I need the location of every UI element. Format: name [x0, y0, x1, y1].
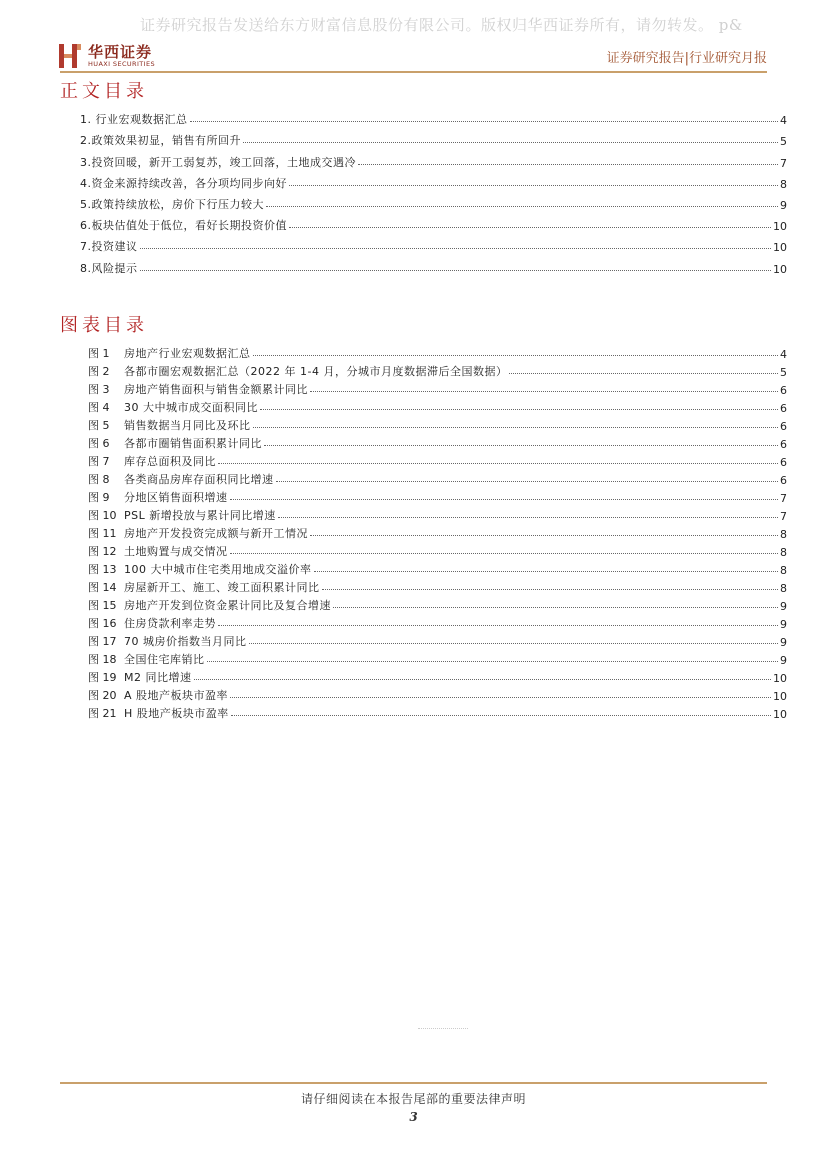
figure-entry-label: 图 3: [88, 383, 110, 396]
toc-entry-title: 6.板块估值处于低位，看好长期投资价值: [80, 219, 287, 233]
dot-leader: [314, 571, 779, 572]
toc-entry-title: 7.投资建议: [80, 240, 138, 254]
figure-entry-label: 图 14: [88, 581, 117, 594]
toc-entry[interactable]: [80, 191, 787, 212]
toc-entry[interactable]: [80, 127, 787, 148]
figure-entry-title: 分地区销售面积增速: [124, 491, 228, 504]
figure-entry-label: 图 8: [88, 473, 110, 486]
figure-entry-label: 图 2: [88, 365, 110, 378]
figure-entry-title: H 股地产板块市盈率: [124, 707, 229, 720]
figure-entry[interactable]: [88, 469, 787, 487]
dot-leader: [218, 625, 778, 626]
toc-entry-page: 7: [780, 156, 787, 170]
figure-list-title: 图表目录: [60, 315, 148, 336]
dot-leader: [140, 270, 772, 271]
figure-entry-page: 7: [780, 510, 787, 523]
figure-entry[interactable]: [88, 577, 787, 595]
figure-entry[interactable]: [88, 379, 787, 397]
dot-leader: [230, 499, 779, 500]
figure-entry[interactable]: [88, 487, 787, 505]
figure-entry-label: 图 10: [88, 509, 117, 522]
figure-entry[interactable]: [88, 505, 787, 523]
toc-entry-page: 8: [780, 177, 787, 191]
table-of-contents: [80, 106, 787, 276]
figure-entry-page: 6: [780, 438, 787, 451]
figure-entry-page: 9: [780, 618, 787, 631]
toc-entry-page: 10: [773, 241, 787, 255]
dot-leader: [194, 679, 772, 680]
legal-notice: 请仔细阅读在本报告尾部的重要法律声明: [300, 1092, 526, 1106]
dot-leader: [231, 715, 771, 716]
figure-entry[interactable]: [88, 343, 787, 361]
toc-entry[interactable]: [80, 212, 787, 233]
figure-entry-label: 图 18: [88, 653, 117, 666]
toc-entry-title: 3.投资回暖，新开工弱复苏，竣工回落，土地成交遇冷: [80, 155, 356, 169]
figure-entry[interactable]: [88, 703, 787, 721]
dot-leader: [249, 643, 779, 644]
figure-entry-page: 8: [780, 546, 787, 559]
figure-entry[interactable]: [88, 649, 787, 667]
figure-entry[interactable]: [88, 631, 787, 649]
figure-entry-label: 图 5: [88, 419, 110, 432]
figure-entry-page: 8: [780, 582, 787, 595]
figure-entry-title: 30 大中城市成交面积同比: [124, 401, 258, 414]
dot-leader: [264, 445, 778, 446]
figure-entry[interactable]: [88, 433, 787, 451]
figure-entry-title: PSL 新增投放与累计同比增速: [124, 509, 276, 522]
logo-mark-icon: [58, 42, 82, 70]
figure-entry-label: 图 15: [88, 599, 117, 612]
dot-leader: [310, 535, 778, 536]
figure-entry-page: 10: [773, 708, 787, 721]
figure-entry-page: 8: [780, 528, 787, 541]
toc-entry-title: 8.风险提示: [80, 261, 138, 275]
figure-entry-page: 9: [780, 636, 787, 649]
figure-entry[interactable]: [88, 415, 787, 433]
figure-entry-label: 图 13: [88, 563, 117, 576]
figure-entry-label: 图 1: [88, 347, 110, 360]
figure-entry-page: 8: [780, 564, 787, 577]
toc-entry-title: 4.资金来源持续改善，各分项均同步向好: [80, 176, 287, 190]
toc-entry-title: 2.政策效果初显，销售有所回升: [80, 134, 241, 148]
figure-entry-title: 各都市圈销售面积累计同比: [124, 437, 262, 450]
figure-entry[interactable]: [88, 451, 787, 469]
toc-entry[interactable]: [80, 233, 787, 254]
header-rule: [60, 71, 767, 73]
toc-entry[interactable]: [80, 106, 787, 127]
figure-entry-label: 图 6: [88, 437, 110, 450]
dot-leader: [230, 553, 779, 554]
dot-leader: [289, 227, 771, 228]
figure-entry-label: 图 12: [88, 545, 117, 558]
figure-entry-title: 房地产销售面积与销售金额累计同比: [124, 383, 308, 396]
dot-leader: [278, 517, 778, 518]
figure-entry-label: 图 20: [88, 689, 117, 702]
figure-entry-page: 10: [773, 690, 787, 703]
dot-leader: [509, 373, 778, 374]
figure-entry-page: 9: [780, 654, 787, 667]
report-type: 证券研究报告|行业研究月报: [606, 51, 767, 66]
toc-entry-title: 5.政策持续放松，房价下行压力较大: [80, 197, 264, 211]
figure-entry-label: 图 11: [88, 527, 117, 540]
toc-entry-page: 5: [780, 135, 787, 149]
figure-entry-label: 图 21: [88, 707, 117, 720]
footer-rule: [60, 1082, 767, 1084]
figure-entry-page: 5: [780, 366, 787, 379]
figure-entry-page: 4: [780, 348, 787, 361]
dot-leader: [253, 355, 779, 356]
figure-entry[interactable]: [88, 595, 787, 613]
figure-entry-label: 图 19: [88, 671, 117, 684]
figure-list: [88, 343, 787, 721]
dot-leader: [260, 409, 778, 410]
dot-leader: [140, 248, 772, 249]
toc-title: 正文目录: [60, 81, 148, 102]
figure-entry-title: 库存总面积及同比: [124, 455, 216, 468]
dot-leader: [358, 164, 778, 165]
figure-entry-title: 销售数据当月同比及环比: [124, 419, 251, 432]
figure-entry-label: 图 4: [88, 401, 110, 414]
figure-entry-title: 土地购置与成交情况: [124, 545, 228, 558]
figure-entry-title: 各都市圈宏观数据汇总（2022 年 1-4 月，分城市月度数据滞后全国数据）: [124, 365, 508, 378]
figure-entry-label: 图 16: [88, 617, 117, 630]
figure-entry-title: 全国住宅库销比: [124, 653, 205, 666]
dot-leader: [190, 121, 779, 122]
figure-entry[interactable]: [88, 397, 787, 415]
toc-entry-page: 10: [773, 262, 787, 276]
figure-entry-title: 房屋新开工、施工、竣工面积累计同比: [124, 581, 320, 594]
figure-entry-title: 房地产开发到位资金累计同比及复合增速: [124, 599, 331, 612]
toc-entry[interactable]: [80, 254, 787, 275]
figure-entry[interactable]: [88, 523, 787, 541]
figure-entry-title: 住房贷款利率走势: [124, 617, 216, 630]
figure-entry-page: 6: [780, 474, 787, 487]
toc-entry[interactable]: [80, 170, 787, 191]
dot-leader: [230, 697, 771, 698]
dot-leader: [218, 463, 778, 464]
figure-entry-label: 图 17: [88, 635, 117, 648]
figure-entry[interactable]: [88, 685, 787, 703]
dot-leader: [289, 185, 778, 186]
figure-entry[interactable]: [88, 559, 787, 577]
toc-entry-title: 1. 行业宏观数据汇总: [80, 113, 188, 127]
figure-entry-label: 图 7: [88, 455, 110, 468]
toc-entry-page: 10: [773, 220, 787, 234]
dot-leader: [207, 661, 779, 662]
watermark: 证券研究报告发送给东方财富信息股份有限公司。版权归华西证券所有，请勿转发。 p&: [140, 16, 743, 34]
dot-leader: [322, 589, 779, 590]
figure-entry[interactable]: [88, 541, 787, 559]
figure-entry[interactable]: [88, 361, 787, 379]
toc-entry-page: 4: [780, 114, 787, 128]
divider: [418, 1028, 468, 1029]
figure-entry-title: A 股地产板块市盈率: [124, 689, 229, 702]
dot-leader: [276, 481, 779, 482]
toc-entry[interactable]: [80, 148, 787, 169]
figure-entry[interactable]: [88, 667, 787, 685]
figure-entry-page: 10: [773, 672, 787, 685]
page-number: 3: [409, 1110, 418, 1124]
dot-leader: [310, 391, 778, 392]
figure-entry-page: 6: [780, 384, 787, 397]
figure-entry-title: M2 同比增速: [124, 671, 192, 684]
figure-entry-title: 各类商品房库存面积同比增速: [124, 473, 274, 486]
dot-leader: [333, 607, 778, 608]
figure-entry-title: 房地产开发投资完成额与新开工情况: [124, 527, 308, 540]
figure-entry-page: 9: [780, 600, 787, 613]
figure-entry-title: 70 城房价指数当月同比: [124, 635, 247, 648]
dot-leader: [253, 427, 779, 428]
figure-entry-page: 6: [780, 420, 787, 433]
logo-name-cn: 华西证券: [88, 43, 153, 61]
logo-name-en: HUAXI SECURITIES: [88, 60, 156, 68]
figure-entry-label: 图 9: [88, 491, 110, 504]
dot-leader: [243, 142, 778, 143]
company-logo: [58, 40, 155, 72]
figure-entry-page: 6: [780, 402, 787, 415]
figure-entry[interactable]: [88, 613, 787, 631]
figure-entry-page: 7: [780, 492, 787, 505]
figure-entry-title: 100 大中城市住宅类用地成交溢价率: [124, 563, 312, 576]
toc-entry-page: 9: [780, 198, 787, 212]
figure-entry-page: 6: [780, 456, 787, 469]
figure-entry-title: 房地产行业宏观数据汇总: [124, 347, 251, 360]
dot-leader: [266, 206, 778, 207]
